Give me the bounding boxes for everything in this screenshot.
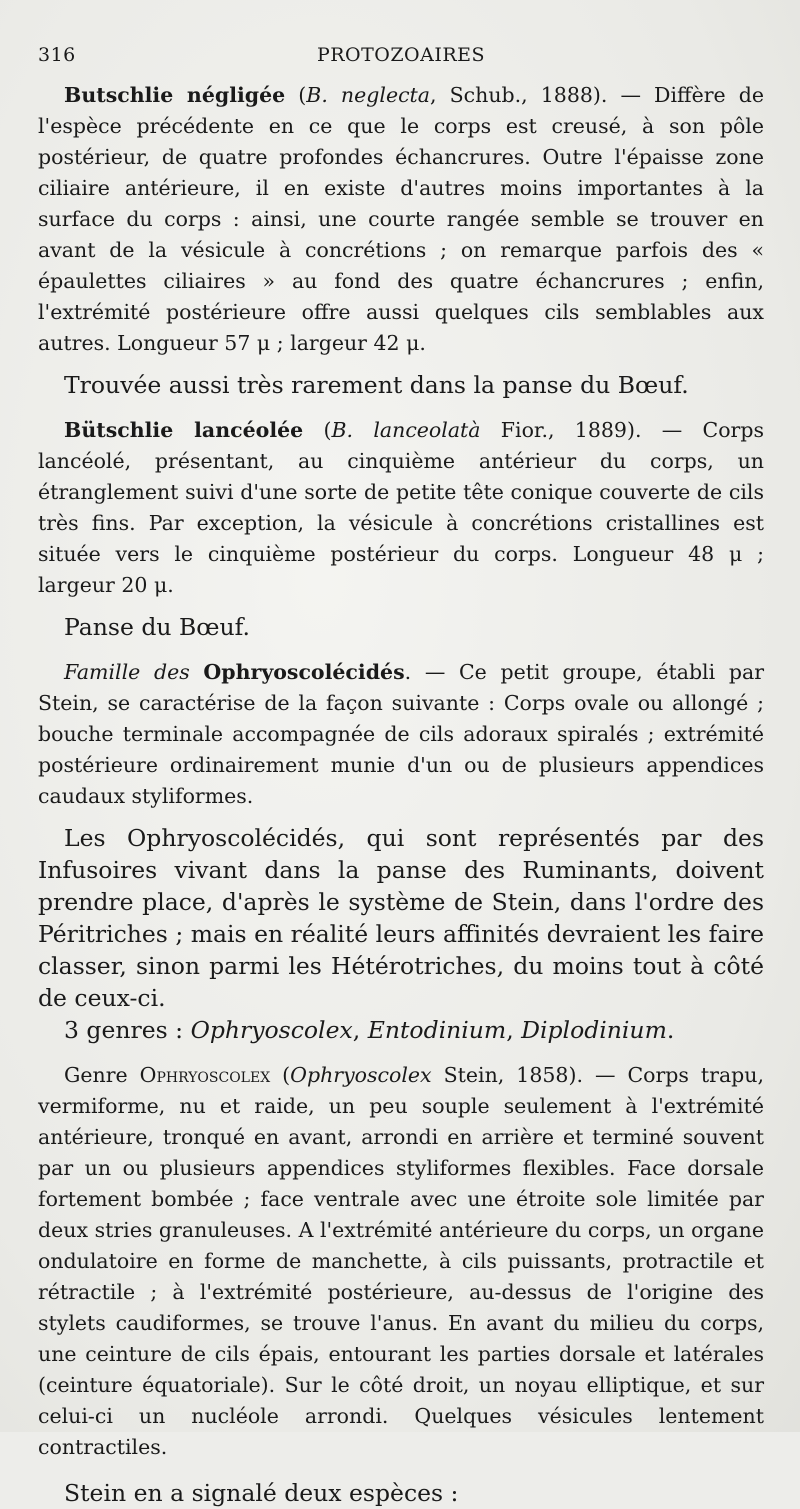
species-name: Bütschlie lancéolée: [64, 418, 304, 442]
genus-name: Entodinium: [367, 1016, 507, 1044]
scientific-name: B. neglecta: [306, 83, 431, 107]
paragraph-butschlie-negligee: Butschlie négligée (B. neglecta, Schub., 1888). — Diffère de l'espèce précédente en ce que le corps est creusé, à son pôle postérieur, de quatre profondes échancrures. Outre l'épaisse zone ciliaire antérieure, il en existe d'autres moins importantes à la surface du corps : ainsi, une courte rangée semble se trouver en avant de la vésicule à concrétions ; on remarque parfois des « épaulettes ciliaires » au fond des quatre échancrures ; enfin, l'extrémité postérieure offre aussi quelques cils semblables aux autres. Longueur 57 μ ; largeur 42 μ.: [38, 83, 764, 355]
running-head: PROTOZOAIRES: [316, 44, 486, 66]
species-name: Butschlie négligée: [64, 83, 286, 107]
page-number: 316: [38, 44, 76, 66]
paragraph-especes: Stein en a signalé deux espèces :: [64, 1479, 459, 1507]
paragraph-habitat-1: Trouvée aussi très rarement dans la panse du Bœuf.: [64, 371, 689, 399]
paragraph-ophryoscolecides: Les Ophryoscolécidés, qui sont représentés par des Infusoires vivant dans la panse des Ruminants, doivent prendre place, d'après le système de Stein, dans l'ordre des Péritriches ; mais en réalité leurs affinités devraient les faire classer, sinon parmi les Hétérotriches, du moins tout à côté de ceux-ci.: [38, 824, 764, 1012]
scientific-name: Ophryoscolex: [290, 1063, 432, 1087]
scientific-name: B. lanceolatà: [331, 418, 481, 442]
page-header: [38, 44, 764, 66]
genus-heading: Ophryoscolex: [139, 1063, 271, 1087]
paragraph-genre-ophryoscolex: Genre Ophryoscolex (Ophryoscolex Stein, 1858). — Corps trapu, vermiforme, nu et raide, un peu souple seulement à l'extrémité antérieure, tronqué en avant, arrondi en arrière et terminé souvent par un ou plusieurs appendices styliformes flexibles. Face dorsale fortement bombée ; face ventrale avec une étroite sole limitée par deux stries granuleuses. A l'extrémité antérieure du corps, un organe ondulatoire en forme de manchette, à cils puissants, protractile et rétractile ; à l'extrémité postérieure, au-dessus de l'origine des stylets caudiformes, se trouve l'anus. En avant du milieu du corps, une ceinture de cils épais, entourant les parties dorsale et latérales (ceinture équatoriale). Sur le côté droit, un noyau elliptique, et sur celui-ci un nucléole arrondi. Quelques vésicules lentement contractiles.: [38, 1063, 765, 1459]
genus-name: Ophryoscolex: [190, 1016, 353, 1044]
paragraph-butschlie-lanceolee: Bütschlie lancéolée (B. lanceolatà Fior., 1889). — Corps lancéolé, présentant, au cinquième antérieur du corps, un étranglement suivi d'une sorte de petite tête conique couverte de cils très fins. Par exception, la vésicule à concrétions cristallines est située vers le cinquième postérieur du corps. Longueur 48 μ ; largeur 20 μ.: [38, 418, 764, 597]
family-name: Ophryoscolécidés: [203, 660, 405, 684]
genus-name: Diplodinium: [521, 1016, 667, 1044]
paragraph-famille: Famille des Ophryoscolécidés. — Ce petit groupe, établi par Stein, se caractérise de la façon suivante : Corps ovale ou allongé ; bouche terminale accompagnée de cils adoraux spiralés ; extrémité postérieure ordinairement munie d'un ou de plusieurs appendices caudaux styliformes.: [38, 660, 764, 808]
paragraph-habitat-2: Panse du Bœuf.: [64, 613, 250, 641]
paragraph-genres: 3 genres : Ophryoscolex, Entodinium, Diplodinium.: [64, 1016, 675, 1044]
